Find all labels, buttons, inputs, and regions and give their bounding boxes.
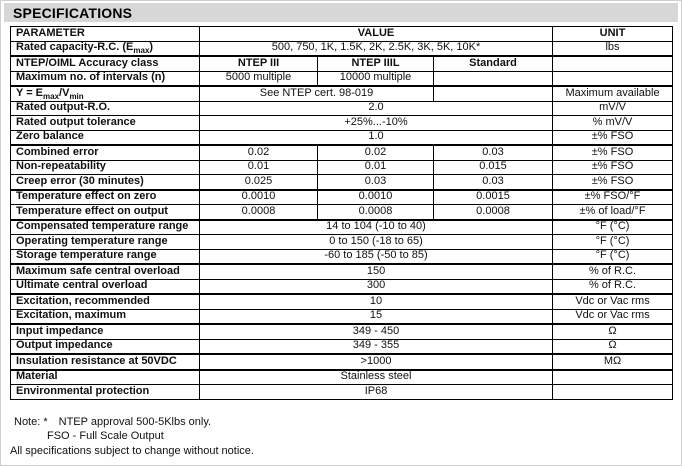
value-cell: 0.01 (200, 160, 318, 175)
parameter-cell: Rated capacity-R.C. $(E_{max})$ (11, 41, 200, 56)
value-cell: 0.0015 (434, 190, 553, 205)
value-cell: 500, 750, 1K, 1.5K, 2K, 2.5K, 3K, 5K, 10K* (200, 41, 553, 56)
value-cell: 349 - 355 (200, 339, 553, 354)
parameter-cell: Non-repeatability (11, 160, 200, 175)
value-cell: >1000 (200, 354, 553, 370)
unit-cell (553, 71, 673, 86)
value-cell: 2.0 (200, 101, 553, 116)
table-row (11, 235, 673, 250)
table-row (11, 56, 673, 71)
unit-cell: Maximum available (553, 86, 673, 101)
value-cell: Standard (434, 56, 553, 71)
parameter-cell: Rated output tolerance (11, 116, 200, 131)
unit-cell: ±% FSO (553, 130, 673, 145)
spec-table (10, 26, 673, 400)
table-row (11, 205, 673, 220)
unit-cell (553, 370, 673, 385)
table-row (11, 130, 673, 145)
unit-cell: % of R.C. (553, 279, 673, 294)
value-cell: 0.03 (434, 145, 553, 160)
table-row (11, 354, 673, 370)
table-row (11, 309, 673, 324)
value-cell: 0.0008 (434, 205, 553, 220)
header-value: VALUE (200, 27, 553, 42)
value-cell: 0.0010 (318, 190, 434, 205)
parameter-cell: Excitation, maximum (11, 309, 200, 324)
table-row (11, 249, 673, 264)
unit-cell: ±% FSO (553, 145, 673, 160)
value-cell: 0.0008 (200, 205, 318, 220)
value-cell: 349 - 450 (200, 324, 553, 339)
table-row (11, 71, 673, 86)
title-bar (4, 3, 678, 22)
footer-disclaimer: All specifications subject to change without notice. (10, 445, 254, 457)
table-row (11, 41, 673, 56)
unit-cell: °F (°C) (553, 220, 673, 235)
parameter-cell: Maximum no. of intervals (n) (11, 71, 200, 86)
unit-cell: ±% of load/°F (553, 205, 673, 220)
parameter-cell: Compensated temperature range (11, 220, 200, 235)
table-row (11, 279, 673, 294)
table-row (11, 294, 673, 309)
parameter-cell: Ultimate central overload (11, 279, 200, 294)
value-cell: 0.03 (318, 175, 434, 190)
value-cell: 0.03 (434, 175, 553, 190)
value-cell: 0.025 (200, 175, 318, 190)
unit-cell: Vdc or Vac rms (553, 294, 673, 309)
notes-block (14, 416, 211, 442)
unit-cell (553, 56, 673, 71)
header-unit: UNIT (553, 27, 673, 42)
value-cell: 300 (200, 279, 553, 294)
table-row (11, 324, 673, 339)
table-row (11, 220, 673, 235)
table-row (11, 86, 673, 101)
table-row (11, 370, 673, 385)
page-title: SPECIFICATIONS (13, 4, 133, 21)
note-line (14, 416, 211, 428)
unit-cell: % mV/V (553, 116, 673, 131)
parameter-cell: Temperature effect on zero (11, 190, 200, 205)
value-cell: +25%...-10% (200, 116, 553, 131)
parameter-cell: Output impedance (11, 339, 200, 354)
value-cell: 10 (200, 294, 553, 309)
unit-cell: ±% FSO/°F (553, 190, 673, 205)
parameter-cell: NTEP/OIML Accuracy class (11, 56, 200, 71)
unit-cell: °F (°C) (553, 249, 673, 264)
value-cell: 150 (200, 264, 553, 279)
table-row (11, 116, 673, 131)
parameter-cell: Operating temperature range (11, 235, 200, 250)
unit-cell: ±% FSO (553, 160, 673, 175)
unit-cell: mV/V (553, 101, 673, 116)
parameter-cell: Storage temperature range (11, 249, 200, 264)
parameter-cell: Input impedance (11, 324, 200, 339)
header-parameter: PARAMETER (11, 27, 200, 42)
value-cell: NTEP IIIL (318, 56, 434, 71)
note-text: NTEP approval 500-5Klbs only. (58, 416, 212, 428)
parameter-cell: Temperature effect on output (11, 205, 200, 220)
unit-cell: % of R.C. (553, 264, 673, 279)
table-row (11, 145, 673, 160)
value-cell: Stainless steel (200, 370, 553, 385)
parameter-cell: Material (11, 370, 200, 385)
value-cell: 0.0010 (200, 190, 318, 205)
table-header-row (11, 27, 673, 42)
unit-cell: °F (°C) (553, 235, 673, 250)
unit-cell: lbs (553, 41, 673, 56)
value-cell: 5000 multiple (200, 71, 318, 86)
table-row (11, 385, 673, 400)
value-cell: 0.02 (200, 145, 318, 160)
table-row (11, 264, 673, 279)
parameter-cell: Combined error (11, 145, 200, 160)
parameter-cell: $Y = E_{max}/V_{min}$ (11, 86, 200, 101)
unit-cell: Ω (553, 339, 673, 354)
value-cell: 10000 multiple (318, 71, 434, 86)
parameter-cell: Zero balance (11, 130, 200, 145)
parameter-cell: Environmental protection (11, 385, 200, 400)
unit-cell: Ω (553, 324, 673, 339)
table-row (11, 339, 673, 354)
note-fso-line: FSO - Full Scale Output (47, 430, 164, 442)
parameter-cell: Insulation resistance at 50VDC (11, 354, 200, 370)
note-label: Note: * (14, 416, 48, 428)
value-cell: NTEP III (200, 56, 318, 71)
value-cell: 14 to 104 (-10 to 40) (200, 220, 553, 235)
value-cell (434, 86, 553, 101)
spec-table-body (11, 41, 673, 399)
unit-cell (553, 385, 673, 400)
value-cell (434, 71, 553, 86)
table-row (11, 101, 673, 116)
unit-cell: Vdc or Vac rms (553, 309, 673, 324)
value-cell: 15 (200, 309, 553, 324)
value-cell: 0.02 (318, 145, 434, 160)
parameter-cell: Rated output-R.O. (11, 101, 200, 116)
parameter-cell: Excitation, recommended (11, 294, 200, 309)
parameter-cell: Maximum safe central overload (11, 264, 200, 279)
value-cell: -60 to 185 (-50 to 85) (200, 249, 553, 264)
value-cell: 0.0008 (318, 205, 434, 220)
unit-cell: MΩ (553, 354, 673, 370)
value-cell: 0 to 150 (-18 to 65) (200, 235, 553, 250)
parameter-cell: Creep error (30 minutes) (11, 175, 200, 190)
value-cell: IP68 (200, 385, 553, 400)
value-cell: 1.0 (200, 130, 553, 145)
value-cell: 0.015 (434, 160, 553, 175)
table-row (11, 190, 673, 205)
value-cell: See NTEP cert. 98-019 (200, 86, 434, 101)
unit-cell: ±% FSO (553, 175, 673, 190)
table-row (11, 160, 673, 175)
table-row (11, 175, 673, 190)
value-cell: 0.01 (318, 160, 434, 175)
